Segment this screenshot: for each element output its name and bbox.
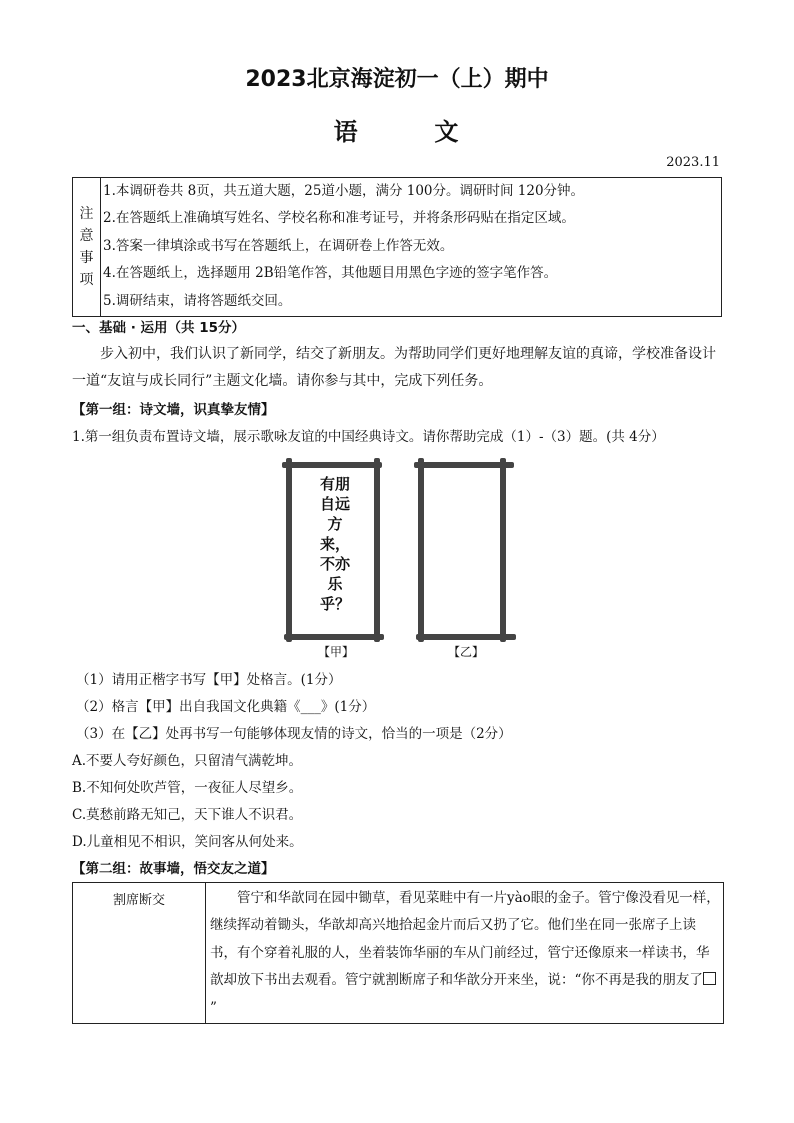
option-d: D.儿童相见不相识，笑问客从何处来。	[72, 834, 303, 850]
question-text: 1.第一组负责布置诗文墙，展示歌咏友谊的中国经典诗文。请你帮助完成（1）-（3）题。(共 4分）	[72, 429, 665, 445]
sub-question: （2）格言【甲】出自我国文化典籍《___》(1分）	[76, 699, 376, 715]
subject-char: 文	[434, 118, 461, 146]
poster-caption: 【乙】	[447, 645, 484, 659]
notice-items	[101, 178, 721, 316]
poster-caption: 【甲】	[317, 645, 354, 659]
section-heading: 一、基础 · 运用（共 15分）	[72, 320, 246, 336]
answer-blank-box	[703, 972, 716, 985]
notice-label-char: 意	[79, 228, 94, 244]
group-heading: 【第一组：诗文墙，识真挚友情】	[72, 402, 275, 418]
exam-date: 2023.11	[666, 155, 720, 170]
sub-question: （3）在【乙】处再书写一句能够体现友情的诗文，恰当的一项是（2分）	[76, 726, 512, 742]
notice-label-char: 事	[79, 250, 94, 266]
sub-question: （1）请用正楷字书写【甲】处格言。(1分）	[76, 672, 342, 688]
notice-label	[73, 178, 101, 316]
subject-char: 语	[333, 118, 360, 146]
story-end-quote: ”	[210, 999, 217, 1016]
story-body	[206, 883, 723, 1023]
option-a: A.不要人夸好颜色，只留清气满乾坤。	[72, 753, 303, 769]
notice-label-char: 注	[79, 206, 94, 222]
group-heading: 【第二组：故事墙，悟交友之道】	[72, 861, 275, 877]
notice-label-char: 项	[79, 272, 94, 288]
story-text: 管宁和华歆同在园中锄草，看见菜畦中有一片yào眼的金子。管宁像没看见一样，继续挥动着锄头，华歆却高兴地拾起金片而后又扔了它。他们坐在同一张席子上读书，有个穿着礼服的人，坐着装饰华丽的车从门前经过，管宁还像原来一样读书，华歆却放下书出去观看。管宁就割断席子和华歆分开来坐，说：“你不再是我的朋友了	[210, 890, 720, 989]
notice-item: 1.本调研卷共 8页，共五道大题，25道小题，满分 100分。调研时间 120分钟。	[103, 183, 585, 199]
option-c: C.莫愁前路无知己，天下谁人不识君。	[72, 807, 303, 823]
poem-text: 有朋自远方来，不亦乐乎？	[320, 475, 351, 613]
notice-item: 3.答案一律填涂或书写在答题纸上，在调研卷上作答无效。	[103, 237, 454, 254]
notice-box	[72, 177, 722, 317]
story-title: 割席断交	[73, 883, 206, 1023]
notice-item: 4.在答题纸上，选择题用 2B铅笔作答，其他题目用黑色字迹的签字笔作答。	[103, 265, 558, 282]
page-title: 2023北京海淀初一（上）期中	[245, 67, 549, 92]
option-b: B.不知何处吹芦管，一夜征人尽望乡。	[72, 780, 303, 796]
intro-line: 一道“友谊与成长同行”主题文化墙。请你参与其中，完成下列任务。	[72, 373, 493, 389]
subject-title	[0, 112, 794, 147]
notice-item: 2.在答题纸上准确填写姓名、学校名称和准考证号，并将条形码贴在指定区域。	[103, 210, 575, 227]
story-table	[72, 882, 724, 1024]
intro-line: 步入初中，我们认识了新同学，结交了新朋友。为帮助同学们更好地理解友谊的真谛，学校准备设计	[100, 346, 716, 362]
notice-item: 5.调研结束，请将答题纸交回。	[103, 292, 292, 309]
